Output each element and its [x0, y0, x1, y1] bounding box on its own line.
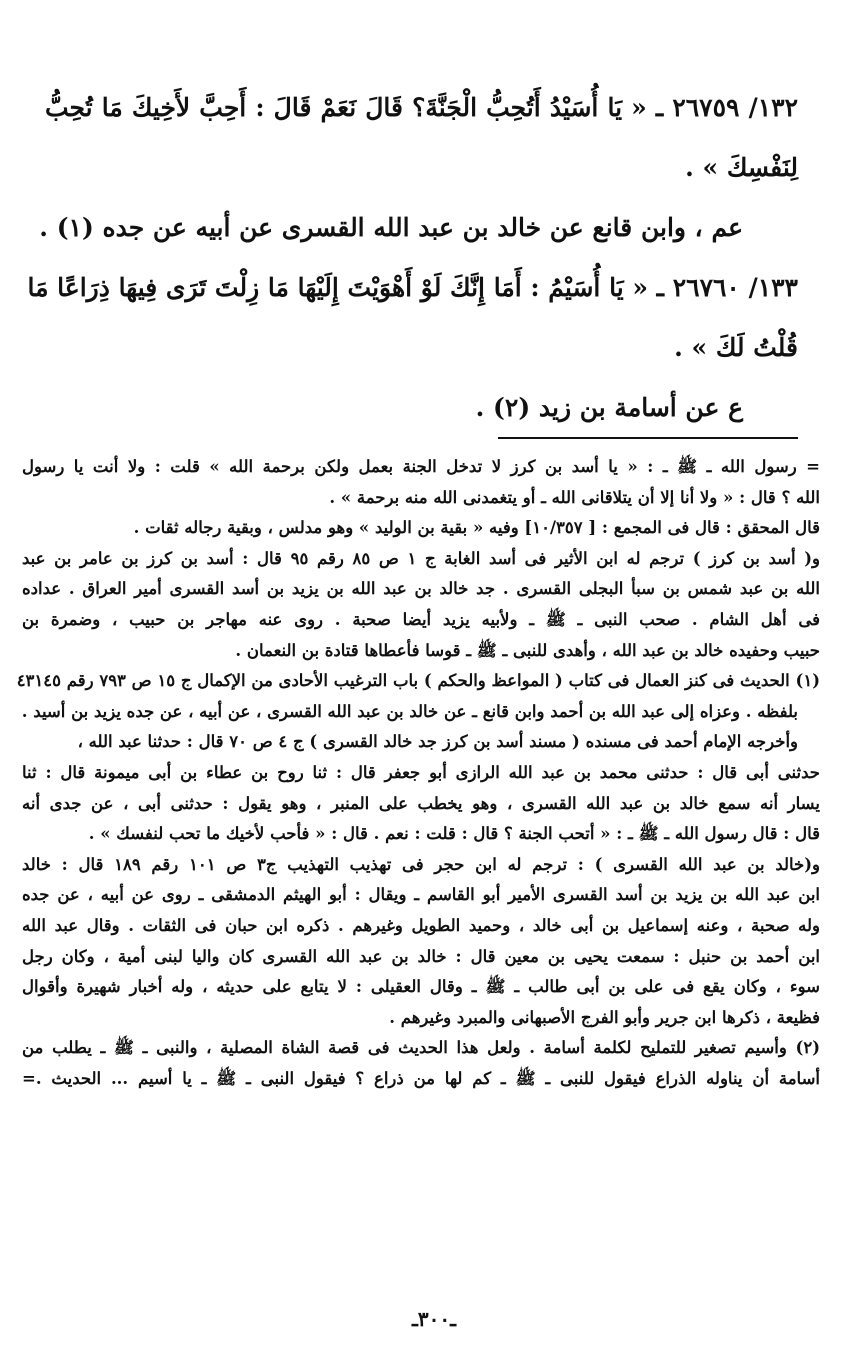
footnotes-section [16, 452, 821, 1094]
footnote-line: حبيب وحفيده خالد بن عبد الله ، وأهدى للنبى ـ ﷺ ـ قوسا فأعطاها قتادة بن النعمان . [235, 640, 820, 660]
footnote-1-line: وله صحبة ، وعنه إسماعيل بن أبى خالد ، وحميد الطويل وغيرهم . ذكره ابن حبان فى الثقات . وقال عبد الله [22, 915, 820, 935]
footnote-line: فى أهل الشام . صحب النبى ـ ﷺ ـ ولأبيه يزيد أيضا صحبة . روى عنه مهاجر بن حبيب ، وضمرة بن [22, 609, 820, 629]
footnote-line: و( أسد بن كرز ) ترجم له ابن الأثير فى أسد الغابة ج ١ ص ٨٥ رقم ٩٥ قال : أسد بن كرز بن عامر بن عبد [22, 548, 821, 568]
hadith-133-line-1: ١٣٣/ ٢٦٧٦٠ ـ « يَا أُسَيْمُ : أَمَا إِنَّكَ لَوْ أَهْوَيْتَ إِلَيْهَا مَا زِلْتَ تَرَى فِيهَا ذِرَاعًا مَا [27, 273, 798, 302]
footnote-2-line: أسامة أن يناوله الذراع فيقول للنبى ـ ﷺ ـ كم لها من ذراع ؟ فيقول النبى ـ ﷺ ـ يا أسيم ... الحديث .= [22, 1068, 820, 1088]
footnote-line: = رسول الله ـ ﷺ ـ : « يا أسد بن كرز لا تدخل الجنة بعمل ولكن برحمة الله » قلت : ولا أنت يا رسول [22, 457, 820, 476]
hadith-132-line-1: ١٣٢/ ٢٦٧٥٩ ـ « يَا أُسَيْدُ أَتُحِبُّ الْجَنَّةَ؟ قَالَ نَعَمْ قَالَ : أَحِبَّ لأَخِيكَ مَا تُحِبُّ [45, 93, 799, 122]
footnote-1-line: حدثنى أبى قال : حدثنى محمد بن عبد الله الرازى أبو جعفر قال : ثنا روح بن عطاء بن أبى ميمونة قال : ثنا [22, 762, 820, 782]
footnote-line: قال المحقق : قال فى المجمع : [ ١٠/٣٥٧] وفيه « بقية بن الوليد » وهو مدلس ، وبقية رجاله ثقات . [133, 518, 820, 538]
footnote-1-line: قال : قال رسول الله ـ ﷺ ـ : « أتحب الجنة ؟ قال : قلت : نعم . قال : « فأحب لأخيك ما تحب لنفسك » . [88, 824, 820, 844]
footnote-2-line: (٢) وأسيم تصغير للتمليح لكلمة أسامة . ولعل هذا الحديث فى قصة الشاة المصلية ، والنبى ـ ﷺ ـ يطلب من [22, 1038, 820, 1058]
footnote-divider [498, 437, 798, 439]
footnote-1-line: سوء ، وكان يقع فى على بن أبى طالب ـ ﷺ ـ وقال العقيلى : لا يتابع على حديثه ، وله أخبار شهيرة وأقوال [22, 977, 820, 997]
footnote-1-line: و(خالد بن عبد الله القسرى ) : ترجم له ابن حجر فى تهذيب التهذيب ج٣ ص ١٠١ رقم ١٨٩ قال : خالد [22, 854, 821, 874]
page-number: ـ٣٠٠ـ [412, 1307, 456, 1331]
hadith-132-source: عم ، وابن قانع عن خالد بن عبد الله القسرى عن أبيه عن جده (١) . [39, 213, 743, 242]
footnote-1-line: فظيعة ، ذكرها ابن جرير وأبو الفرج الأصبهانى والمبرد وغيرهم . [389, 1007, 820, 1027]
hadith-132-line-2: لِنَفْسِكَ » . [685, 153, 798, 182]
footnote-line: الله ؟ قال : « ولا أنا إلا أن يتلاقانى الله ـ أو يتغمدنى الله منه برحمة » . [329, 487, 820, 507]
hadith-section [27, 78, 799, 438]
footnote-1-line: ابن أحمد بن حنبل : سمعت يحيى بن معين قال : خالد بن عبد الله القسرى كان واليا لبنى أمية ، وكان رجل [22, 946, 820, 966]
hadith-133-source: ع عن أسامة بن زيد (٢) . [475, 393, 743, 422]
footnote-1-line: ابن عبد الله بن يزيد بن أسد القسرى الأمير أبو القاسم ـ ويقال : أبو الهيثم الدمشقى ـ روى عن أبيه ، عن جده [22, 885, 820, 905]
hadith-133-line-2: قُلْتُ لَكَ » . [674, 333, 798, 362]
footnote-1-line: بلفظه . وعزاه إلى عبد الله بن أحمد وابن قانع ـ عن خالد بن عبد الله القسرى ، عن أبيه ، عن جده يزيد بن أسيد . [21, 701, 798, 721]
footnote-1-line: يسار أنه سمع خالد بن عبد الله القسرى ، وهو يخطب على المنبر ، وهو يقول : حدثنى أبى ، عن جدى أنه [22, 793, 820, 813]
footnote-1-line: (١) الحديث فى كنز العمال فى كتاب ( المواعظ والحكم ) باب الترغيب الأحادى من الإكمال ج ١٥ ص ٧٩٣ رقم ٤٣١٤٥ [16, 671, 820, 691]
footnote-line: الله بن عبد شمس بن سبأ البجلى القسرى . جد خالد بن عبد الله بن يزيد بن أسد القسرى أمير العراق . عداده [22, 579, 820, 599]
footnote-1-line: وأخرجه الإمام أحمد فى مسنده ( مسند أسد بن كرز جد خالد القسرى ) ج ٤ ص ٧٠ قال : حدثنا عبد الله ، [77, 732, 798, 752]
